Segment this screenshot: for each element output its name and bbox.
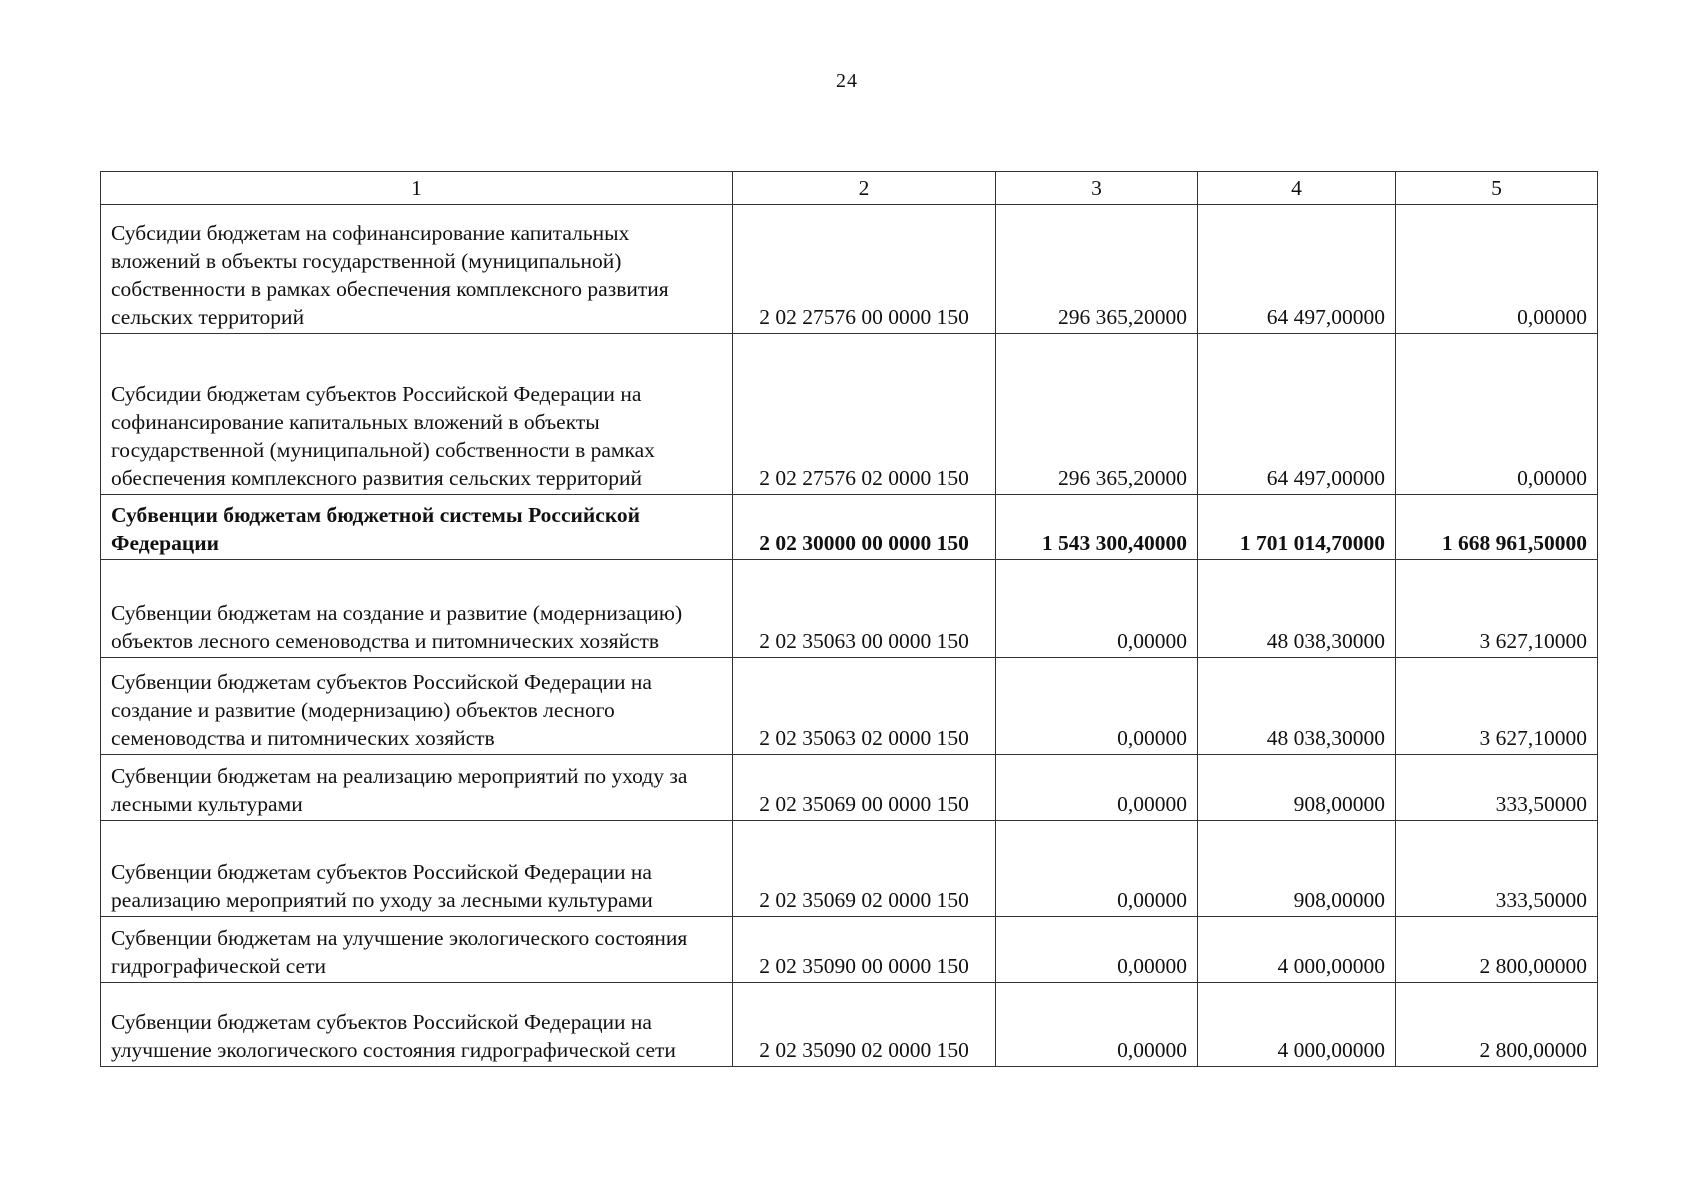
- table-row-total: [101, 495, 1598, 560]
- row-value-col4: 1 701 014,70000: [1198, 495, 1396, 560]
- row-code-cell: 2 02 35069 02 0000 150: [733, 821, 996, 917]
- table-row: [101, 917, 1598, 983]
- row-value-col4: 64 497,00000: [1198, 205, 1396, 334]
- row-value-col3: 296 365,20000: [996, 334, 1198, 495]
- table-row: [101, 560, 1598, 658]
- row-name-cell: Субсидии бюджетам субъектов Российской Федерации на софинансирование капитальных вложений в объекты государственной (муниципальной) собственности в рамках обеспечения комплексного развития сельских территорий: [101, 334, 733, 495]
- page-number: 24: [836, 70, 858, 92]
- header-cell: 2: [733, 172, 996, 205]
- row-name-cell: Субвенции бюджетам субъектов Российской Федерации на создание и развитие (модернизацию) объектов лесного семеноводства и питомнических хозяйств: [101, 658, 733, 755]
- row-value-col3: 0,00000: [996, 755, 1198, 821]
- row-name-cell: Субвенции бюджетам субъектов Российской Федерации на улучшение экологического состояния гидрографической сети: [101, 983, 733, 1067]
- row-value-col3: 0,00000: [996, 821, 1198, 917]
- row-value-col5: 333,50000: [1396, 755, 1598, 821]
- row-value-col4: 48 038,30000: [1198, 658, 1396, 755]
- row-value-col3: 0,00000: [996, 983, 1198, 1067]
- table-row: [101, 983, 1598, 1067]
- header-cell: 1: [101, 172, 733, 205]
- row-value-col5: 3 627,10000: [1396, 560, 1598, 658]
- row-value-col3: 0,00000: [996, 658, 1198, 755]
- row-name-cell: Субвенции бюджетам на улучшение экологического состояния гидрографической сети: [101, 917, 733, 983]
- row-value-col5: 2 800,00000: [1396, 983, 1598, 1067]
- row-value-col5: 2 800,00000: [1396, 917, 1598, 983]
- header-cell: 5: [1396, 172, 1598, 205]
- row-value-col4: 908,00000: [1198, 755, 1396, 821]
- header-cell: 4: [1198, 172, 1396, 205]
- row-value-col5: 0,00000: [1396, 205, 1598, 334]
- row-code-cell: 2 02 35069 00 0000 150: [733, 755, 996, 821]
- row-value-col3: 0,00000: [996, 917, 1198, 983]
- row-code-cell: 2 02 35090 00 0000 150: [733, 917, 996, 983]
- row-code-cell: 2 02 35090 02 0000 150: [733, 983, 996, 1067]
- row-name-cell: Субвенции бюджетам на создание и развитие (модернизацию) объектов лесного семеноводства и питомнических хозяйств: [101, 560, 733, 658]
- row-name-cell: Субвенции бюджетам на реализацию мероприятий по уходу за лесными культурами: [101, 755, 733, 821]
- row-value-col5: 1 668 961,50000: [1396, 495, 1598, 560]
- header-row: [101, 172, 1598, 205]
- row-value-col4: 4 000,00000: [1198, 983, 1396, 1067]
- row-value-col5: 3 627,10000: [1396, 658, 1598, 755]
- row-value-col3: 296 365,20000: [996, 205, 1198, 334]
- budget-table: [100, 171, 1598, 1067]
- table-row: [101, 205, 1598, 334]
- row-name-cell: Субсидии бюджетам на софинансирование капитальных вложений в объекты государственной (муниципальной) собственности в рамках обеспечения комплексного развития сельских территорий: [101, 205, 733, 334]
- table-row: [101, 334, 1598, 495]
- row-value-col4: 64 497,00000: [1198, 334, 1396, 495]
- row-value-col3: 1 543 300,40000: [996, 495, 1198, 560]
- row-value-col4: 48 038,30000: [1198, 560, 1396, 658]
- header-cell: 3: [996, 172, 1198, 205]
- table-row: [101, 755, 1598, 821]
- row-value-col5: 0,00000: [1396, 334, 1598, 495]
- table-row: [101, 821, 1598, 917]
- row-code-cell: 2 02 30000 00 0000 150: [733, 495, 996, 560]
- table-row: [101, 658, 1598, 755]
- row-name-cell: Субвенции бюджетам субъектов Российской Федерации на реализацию мероприятий по уходу за лесными культурами: [101, 821, 733, 917]
- row-code-cell: 2 02 27576 02 0000 150: [733, 334, 996, 495]
- row-code-cell: 2 02 35063 00 0000 150: [733, 560, 996, 658]
- row-name-cell: Субвенции бюджетам бюджетной системы Российской Федерации: [101, 495, 733, 560]
- row-value-col3: 0,00000: [996, 560, 1198, 658]
- row-value-col4: 908,00000: [1198, 821, 1396, 917]
- row-code-cell: 2 02 27576 00 0000 150: [733, 205, 996, 334]
- row-value-col5: 333,50000: [1396, 821, 1598, 917]
- row-value-col4: 4 000,00000: [1198, 917, 1396, 983]
- row-code-cell: 2 02 35063 02 0000 150: [733, 658, 996, 755]
